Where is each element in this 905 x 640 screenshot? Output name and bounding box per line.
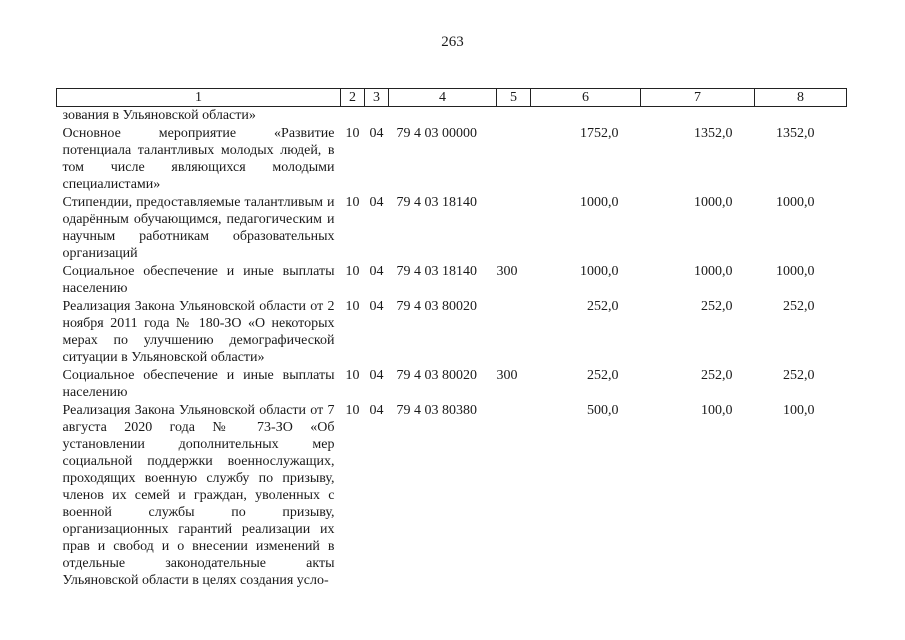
row-amount-8: 252,0 bbox=[783, 368, 815, 383]
row-amount-7: 1352,0 bbox=[694, 126, 733, 141]
row-expense-type bbox=[497, 194, 531, 263]
row-expense-type bbox=[497, 125, 531, 194]
row-amount-6: 252,0 bbox=[587, 368, 619, 383]
table-row bbox=[57, 107, 847, 126]
row-amount-8: 1000,0 bbox=[776, 195, 815, 210]
row-name: Социальное обеспечение и иные выплаты населению bbox=[62, 264, 335, 296]
row-expense-type: 300 bbox=[496, 264, 518, 279]
row-amount-7: 1000,0 bbox=[694, 264, 733, 279]
row-amount-6: 1752,0 bbox=[580, 126, 619, 141]
row-name: Реализация Закона Ульяновской области от 2 ноября 2011 года № 180-ЗО «О некоторых мерах по улучшению демографической ситуации в Ульяновской области» bbox=[62, 299, 335, 365]
header-row bbox=[57, 89, 847, 107]
table-row bbox=[57, 367, 847, 402]
row-section: 10 bbox=[345, 195, 360, 210]
row-expense-type bbox=[497, 298, 531, 367]
row-section: 10 bbox=[345, 403, 360, 418]
page-number: 263 bbox=[441, 34, 464, 50]
row-subsection bbox=[365, 107, 389, 126]
row-amount-6: 1000,0 bbox=[580, 264, 619, 279]
row-subsection: 04 bbox=[369, 299, 384, 314]
row-amount-6 bbox=[531, 107, 641, 126]
table-row bbox=[57, 402, 847, 590]
row-amount-8: 1352,0 bbox=[776, 126, 815, 141]
row-amount-7: 252,0 bbox=[701, 299, 733, 314]
table-row bbox=[57, 298, 847, 367]
row-target-code bbox=[389, 107, 497, 126]
row-section: 10 bbox=[345, 126, 360, 141]
row-name: Реализация Закона Ульяновской области от 7 августа 2020 года № 73-ЗО «Об установлении дополнительных мер социальной поддержки военнослужащих, проходящих военную службу по призыву, членов их семей и граждан, уволенных с военной службы по призыву, организационных гарантий реализации их прав и свобод и о внесении изменений в отдельные законодательные акты Ульяновской области в целях создания усло- bbox=[62, 403, 335, 588]
row-amount-8: 1000,0 bbox=[776, 264, 815, 279]
row-target-code: 79 4 03 18140 bbox=[396, 195, 477, 210]
table-row bbox=[57, 125, 847, 194]
header-col-2: 2 bbox=[341, 89, 365, 107]
row-section bbox=[341, 107, 365, 126]
row-amount-8 bbox=[755, 107, 847, 126]
header-col-6: 6 bbox=[531, 89, 641, 107]
row-amount-7: 1000,0 bbox=[694, 195, 733, 210]
row-target-code: 79 4 03 18140 bbox=[396, 264, 477, 279]
row-subsection: 04 bbox=[369, 264, 384, 279]
row-section: 10 bbox=[345, 368, 360, 383]
row-subsection: 04 bbox=[369, 195, 384, 210]
row-subsection: 04 bbox=[369, 368, 384, 383]
row-expense-type: 300 bbox=[496, 368, 518, 383]
row-target-code: 79 4 03 80380 bbox=[396, 403, 477, 418]
row-amount-7 bbox=[641, 107, 755, 126]
row-name: Основное мероприятие «Развитие потенциала талантливых молодых людей, в том числе являющихся молодыми специалистами» bbox=[62, 126, 335, 192]
row-expense-type bbox=[497, 107, 531, 126]
header-col-1: 1 bbox=[57, 89, 341, 107]
table-row bbox=[57, 194, 847, 263]
header-col-8: 8 bbox=[755, 89, 847, 107]
row-amount-7: 100,0 bbox=[701, 403, 733, 418]
row-subsection: 04 bbox=[369, 403, 384, 418]
row-amount-7: 252,0 bbox=[701, 368, 733, 383]
row-section: 10 bbox=[345, 264, 360, 279]
row-target-code: 79 4 03 80020 bbox=[396, 368, 477, 383]
row-name: Социальное обеспечение и иные выплаты населению bbox=[62, 368, 335, 400]
row-name: Стипендии, предоставляемые талантливым и одарённым обучающимся, педагогическим и научным работникам образовательных организаций bbox=[62, 195, 335, 261]
row-amount-6: 1000,0 bbox=[580, 195, 619, 210]
header-col-4: 4 bbox=[389, 89, 497, 107]
row-amount-6: 500,0 bbox=[587, 403, 619, 418]
row-name: зования в Ульяновской области» bbox=[62, 108, 256, 123]
table-header bbox=[57, 89, 847, 107]
row-amount-6: 252,0 bbox=[587, 299, 619, 314]
row-expense-type bbox=[497, 402, 531, 590]
header-col-7: 7 bbox=[641, 89, 755, 107]
row-target-code: 79 4 03 00000 bbox=[396, 126, 477, 141]
budget-table bbox=[56, 88, 847, 590]
row-subsection: 04 bbox=[369, 126, 384, 141]
row-target-code: 79 4 03 80020 bbox=[396, 299, 477, 314]
header-col-5: 5 bbox=[497, 89, 531, 107]
table-row bbox=[57, 263, 847, 298]
row-amount-8: 252,0 bbox=[783, 299, 815, 314]
header-col-3: 3 bbox=[365, 89, 389, 107]
row-section: 10 bbox=[345, 299, 360, 314]
row-amount-8: 100,0 bbox=[783, 403, 815, 418]
